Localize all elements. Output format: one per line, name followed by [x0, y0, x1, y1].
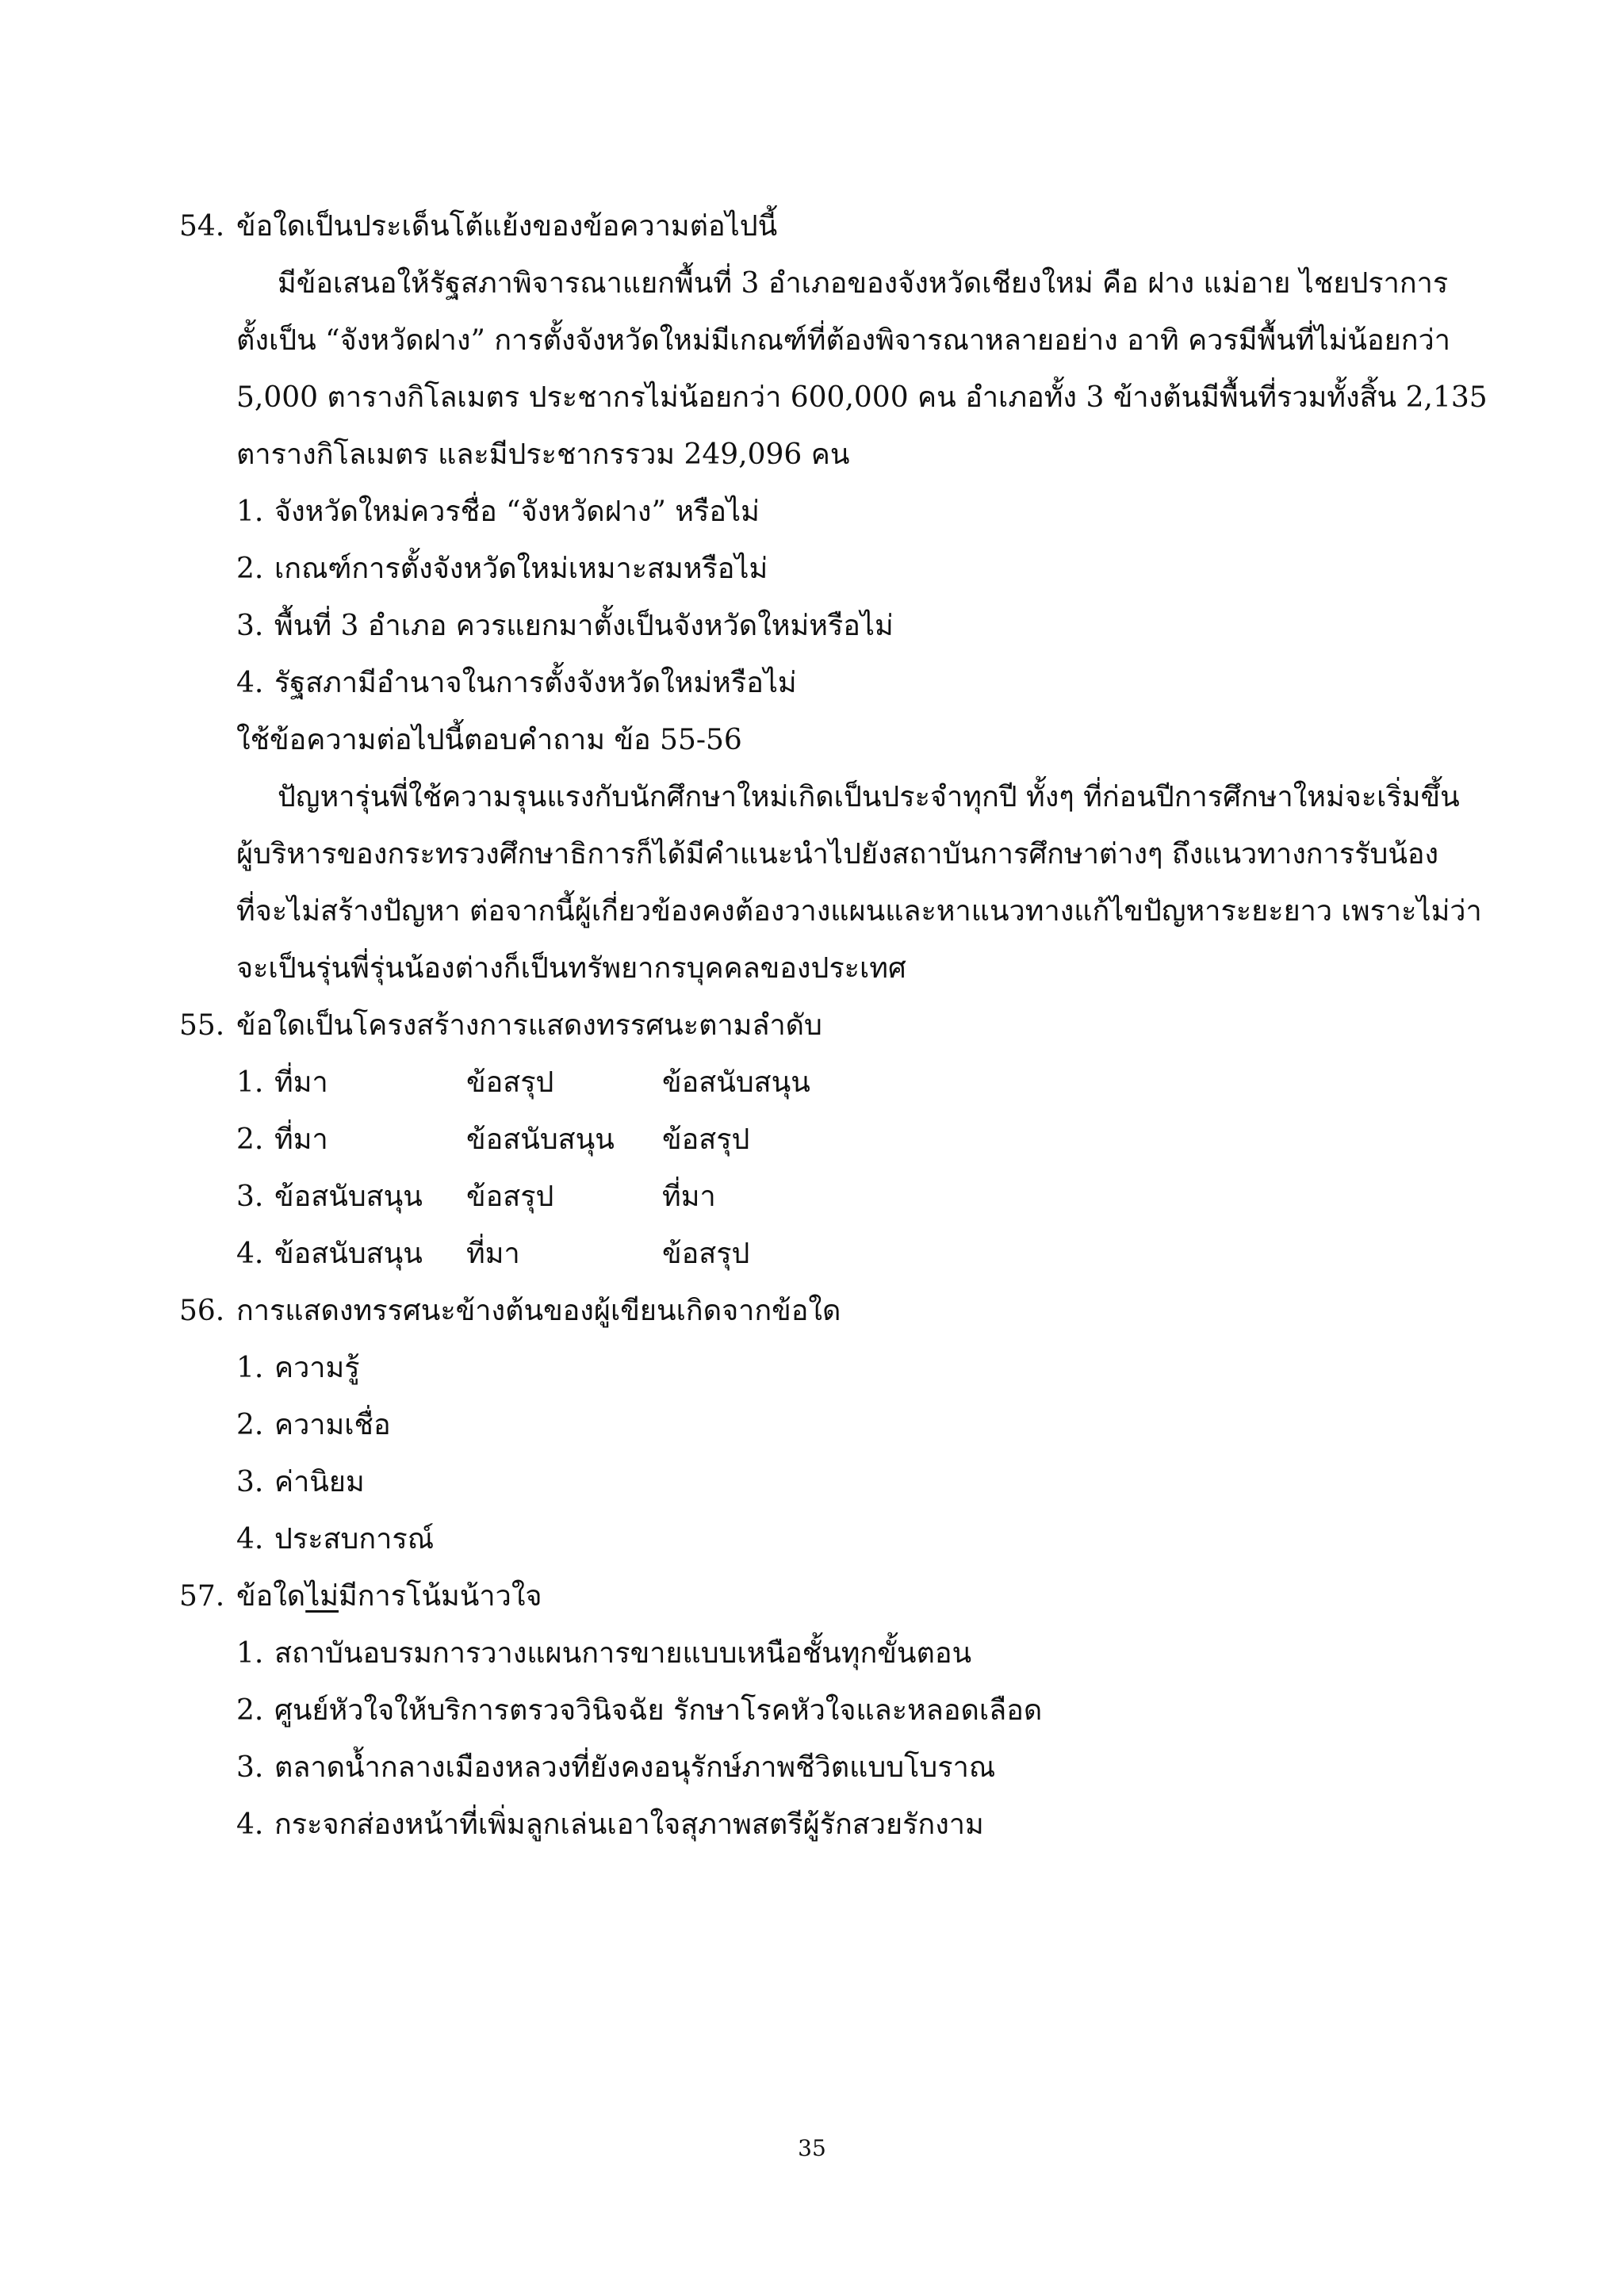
option-number: 1.	[236, 1066, 264, 1099]
option-text: ค่านิยม	[274, 1466, 365, 1498]
option-text: สถาบันอบรมการวางแผนการขายแบบเหนือชั้นทุกขั้นตอน	[274, 1637, 972, 1670]
option-col: ข้อสนับสนุน	[662, 1066, 810, 1099]
document-page: 54. ข้อใดเป็นประเด็นโต้แย้งของข้อความต่อไปนี้ มีข้อเสนอให้รัฐสภาพิจารณาแยกพื้นที่ 3 อำเภอของจังหวัดเชียงใหม่ คือ ฝาง แม่อาย ไชยปราการ ตั้งเป็น “จังหวัดฝาง” การตั้งจังหวัดใหม่มีเกณฑ์ที่ต้องพิจารณาหลายอย่าง อาทิ ควรมีพื้นที่ไม่น้อยกว่า 5,000 ตารางกิโลเมตร ประชากรไม่น้อยกว่า 600,000 คน อำเภอทั้ง 3 ข้างต้นมีพื้นที่รวมทั้งสิ้น 2,135 ตารางกิโลเมตร และมีประชากรรวม 249,096 คน 1. จังหวัดใหม่ควรชื่อ “จังหวัดฝาง” หรือไม่ 2. เกณฑ์การตั้งจังหวัดใหม่เหมาะสมหรือไม่ 3. พื้นที่ 3 อำเภอ ควรแยกมาตั้งเป็นจังหวัดใหม่หรือไม่ 4. รัฐสภามีอำนาจในการตั้งจังหวัดใหม่หรือไม่ ใช้ข้อความต่อไปนี้ตอบคำถาม ข้อ 55-56 ปัญหารุ่นพี่ใช้ความรุนแรงกับนักศึกษาใหม่เกิดเป็นประจำทุกปี ทั้งๆ ที่ก่อนปีการศึกษาใหม่จะเริ่มขึ้น ผู้บริหารของกระทรวงศึกษาธิการก็ได้มีคำแนะนำไปยังสถาบันการศึกษาต่างๆ ถึงแนวทางการรับน้อง ที่จะไม่สร้างปัญหา ต่อจากนี้ผู้เกี่ยวข้องคงต้องวางแผนและหาแนวทางแก้ไขปัญหาระยะยาว เพราะไม่ว่า จะเป็นรุ่นพี่รุ่นน้องต่างก็เป็นทรัพยากรบุคคลของประเทศ 55. ข้อใดเป็นโครงสร้างการแสดงทรรศนะตามลำดับ 1. ที่มา ข้อสรุป ข้อสนับสนุน 2. ที่มา ข้อสนับสนุน ข้อสรุป 3. ข้อสนับสนุน ข้อสรุป ที่มา 4. ข้อสนับสนุน ที่มา ข้อสรุป 56. การแสดงทรรศนะข้างต้นของผู้เขียนเกิดจากข้อใด 1. ความรู้ 2. ความเชื่อ 3. ค่านิยม 4. ประสบการณ์ 57. ข้อใดไม่มีการโน้มน้าวใจ 1. สถาบันอบรมการวางแผนการขายแบบเหนือชั้นทุกขั้นตอน 2. ศูนย์หัวใจให้บริการตรวจวินิจฉัย รักษาโรคหัวใจและหลอดเลือด 3. ตลาดน้ำกลางเมืองหลวงที่ยังคงอนุรักษ์ภาพชีวิตแบบโบราณ 4. กระจกส่องหน้าที่เพิ่มลูกเล่นเอาใจสุภาพสตรีผู้รักสวยรักงาม 35	[0, 0, 1624, 2296]
option-col: ข้อสนับสนุน	[274, 1181, 423, 1213]
option-number: 1.	[236, 1637, 264, 1670]
option-text: ความเชื่อ	[274, 1409, 391, 1441]
page-number: 35	[798, 2135, 826, 2161]
option-col: ข้อสรุป	[466, 1066, 554, 1099]
option-text: รัฐสภามีอำนาจในการตั้งจังหวัดใหม่หรือไม่	[274, 667, 797, 699]
question-stem: ข้อใดไม่มีการโน้มน้าวใจ	[236, 1580, 542, 1613]
option-number: 2.	[236, 553, 264, 585]
option-number: 4.	[236, 1523, 264, 1556]
option-number: 4.	[236, 1808, 264, 1841]
question-stem: ข้อใดเป็นประเด็นโต้แย้งของข้อความต่อไปนี้	[236, 210, 778, 243]
option-col: ที่มา	[274, 1066, 328, 1099]
option-text: ศูนย์หัวใจให้บริการตรวจวินิจฉัย รักษาโรคหัวใจและหลอดเลือด	[274, 1694, 1043, 1727]
option-col: ที่มา	[466, 1238, 520, 1270]
option-text: พื้นที่ 3 อำเภอ ควรแยกมาตั้งเป็นจังหวัดใหม่หรือไม่	[274, 610, 894, 642]
question-stem: การแสดงทรรศนะข้างต้นของผู้เขียนเกิดจากข้อใด	[236, 1295, 841, 1327]
question-number: 55.	[179, 1009, 225, 1042]
question-number: 54.	[179, 210, 225, 243]
question-stem: ข้อใดเป็นโครงสร้างการแสดงทรรศนะตามลำดับ	[236, 1009, 822, 1042]
option-col: ข้อสนับสนุน	[466, 1123, 615, 1156]
option-number: 2.	[236, 1409, 264, 1441]
option-number: 2.	[236, 1694, 264, 1727]
option-text: ประสบการณ์	[274, 1523, 435, 1556]
option-number: 3.	[236, 1751, 264, 1784]
option-text: ตลาดน้ำกลางเมืองหลวงที่ยังคงอนุรักษ์ภาพชีวิตแบบโบราณ	[274, 1751, 996, 1784]
question-number: 57.	[179, 1580, 225, 1613]
underlined-word: ไม่	[305, 1580, 339, 1613]
option-number: 3.	[236, 1466, 264, 1498]
option-number: 2.	[236, 1123, 264, 1156]
question-number: 56.	[179, 1295, 225, 1327]
option-text: กระจกส่องหน้าที่เพิ่มลูกเล่นเอาใจสุภาพสตรีผู้รักสวยรักงาม	[274, 1808, 984, 1841]
option-col: ข้อสรุป	[662, 1238, 750, 1270]
option-number: 1.	[236, 496, 264, 528]
option-number: 3.	[236, 610, 264, 642]
option-col: ข้อสรุป	[466, 1181, 554, 1213]
option-col: ข้อสนับสนุน	[274, 1238, 423, 1270]
option-col: ข้อสรุป	[662, 1123, 750, 1156]
option-col: ที่มา	[662, 1181, 716, 1213]
option-text: เกณฑ์การตั้งจังหวัดใหม่เหมาะสมหรือไม่	[274, 553, 768, 585]
option-text: ความรู้	[274, 1352, 360, 1384]
option-number: 1.	[236, 1352, 264, 1384]
option-number: 4.	[236, 667, 264, 699]
option-number: 4.	[236, 1238, 264, 1270]
option-text: จังหวัดใหม่ควรชื่อ “จังหวัดฝาง” หรือไม่	[274, 496, 760, 528]
option-col: ที่มา	[274, 1123, 328, 1156]
option-number: 3.	[236, 1181, 264, 1213]
